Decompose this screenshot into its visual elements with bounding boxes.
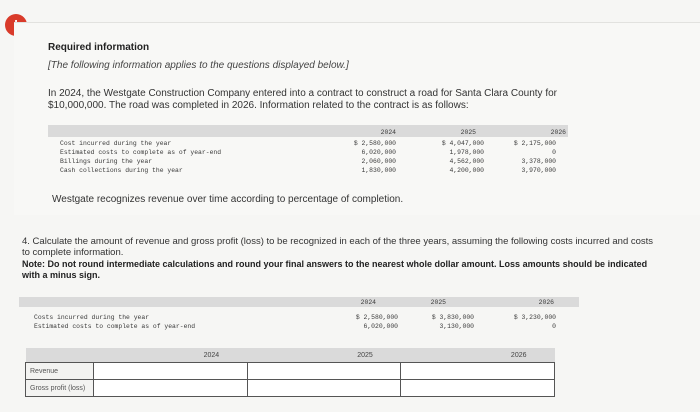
contract-cell: 6,020,000 xyxy=(361,149,396,156)
answer-row-revenue xyxy=(26,363,555,380)
revenue-2024-cell[interactable] xyxy=(94,363,248,380)
contract-cell: 3,378,000 xyxy=(521,158,556,165)
alt-cell: 3,130,000 xyxy=(439,323,474,330)
alt-row-label: Costs incurred during the year xyxy=(34,314,150,321)
revenue-2026-input[interactable] xyxy=(405,363,554,379)
gross-profit-2026-input[interactable] xyxy=(405,380,554,396)
contract-cell: 2,060,000 xyxy=(361,158,396,165)
answer-table xyxy=(25,348,555,397)
required-subtitle: [The following information applies to the questions displayed below.] xyxy=(48,60,349,71)
contract-cell: 1,978,000 xyxy=(449,149,484,156)
contract-cell: 4,562,000 xyxy=(449,158,484,165)
alt-cell: 6,020,000 xyxy=(363,323,398,330)
answer-header-blank xyxy=(26,348,94,363)
contract-year-2026: 2026 xyxy=(550,129,566,136)
contract-cell: $ 4,047,000 xyxy=(441,140,484,147)
revenue-label: Revenue xyxy=(26,363,94,380)
alt-cell: $ 3,230,000 xyxy=(513,314,556,321)
alt-year-2024: 2024 xyxy=(360,299,376,306)
revenue-2025-cell[interactable] xyxy=(247,363,401,380)
gross-profit-2026-cell[interactable] xyxy=(401,380,555,397)
alt-cell: 0 xyxy=(552,323,556,330)
revenue-2025-input[interactable] xyxy=(252,363,401,379)
alt-table-header-band xyxy=(19,297,579,307)
revenue-2026-cell[interactable] xyxy=(401,363,555,380)
contract-year-2025: 2025 xyxy=(460,129,476,136)
intro-text: In 2024, the Westgate Construction Company entered into a contract to construct a road for Santa Clara County for $10,000,000. The road was completed in 2026. Information related to the contract is as follows: xyxy=(48,88,557,111)
contract-cell: $ 2,175,000 xyxy=(513,140,556,147)
contract-row-label: Estimated costs to complete as of year-end xyxy=(60,149,222,156)
alt-year-2026: 2026 xyxy=(538,299,554,306)
contract-cell: $ 2,580,000 xyxy=(353,140,396,147)
alt-cell: $ 2,580,000 xyxy=(355,314,398,321)
answer-row-gross-profit xyxy=(26,380,555,397)
alt-cell: $ 3,830,000 xyxy=(431,314,474,321)
contract-table-header-band xyxy=(48,125,568,137)
alt-year-2025: 2025 xyxy=(430,299,446,306)
revenue-2024-input[interactable] xyxy=(98,363,247,379)
answer-header-row xyxy=(26,348,555,363)
contract-cell: 0 xyxy=(552,149,556,156)
question-text: 4. Calculate the amount of revenue and gross profit (loss) to be recognized in each of the three years, assuming the following costs incurred and costs to complete information. xyxy=(22,236,654,258)
contract-row-label: Billings during the year xyxy=(60,158,153,165)
gross-profit-2024-cell[interactable] xyxy=(94,380,248,397)
answer-col-2025: 2025 xyxy=(247,348,401,363)
question-note: Note: Do not round intermediate calculations and round your final answers to the nearest whole dollar amount. Loss amounts should be indicated with a minus sign. xyxy=(22,259,648,280)
alt-row-label: Estimated costs to complete as of year-end xyxy=(34,323,196,330)
contract-year-2024: 2024 xyxy=(380,129,396,136)
contract-row-label: Cash collections during the year xyxy=(60,167,183,174)
recognition-text: Westgate recognizes revenue over time according to percentage of completion. xyxy=(52,194,404,205)
gross-profit-2025-input[interactable] xyxy=(252,380,401,396)
contract-cell: 4,200,000 xyxy=(449,167,484,174)
gross-profit-label: Gross profit (loss) xyxy=(26,380,94,397)
contract-cell: 1,830,000 xyxy=(361,167,396,174)
answer-col-2024: 2024 xyxy=(94,348,248,363)
answer-col-2026: 2026 xyxy=(401,348,555,363)
gross-profit-2024-input[interactable] xyxy=(98,380,247,396)
gross-profit-2025-cell[interactable] xyxy=(247,380,401,397)
contract-row-label: Cost incurred during the year xyxy=(60,140,172,147)
contract-cell: 3,970,000 xyxy=(521,167,556,174)
required-title: Required information xyxy=(48,42,150,53)
